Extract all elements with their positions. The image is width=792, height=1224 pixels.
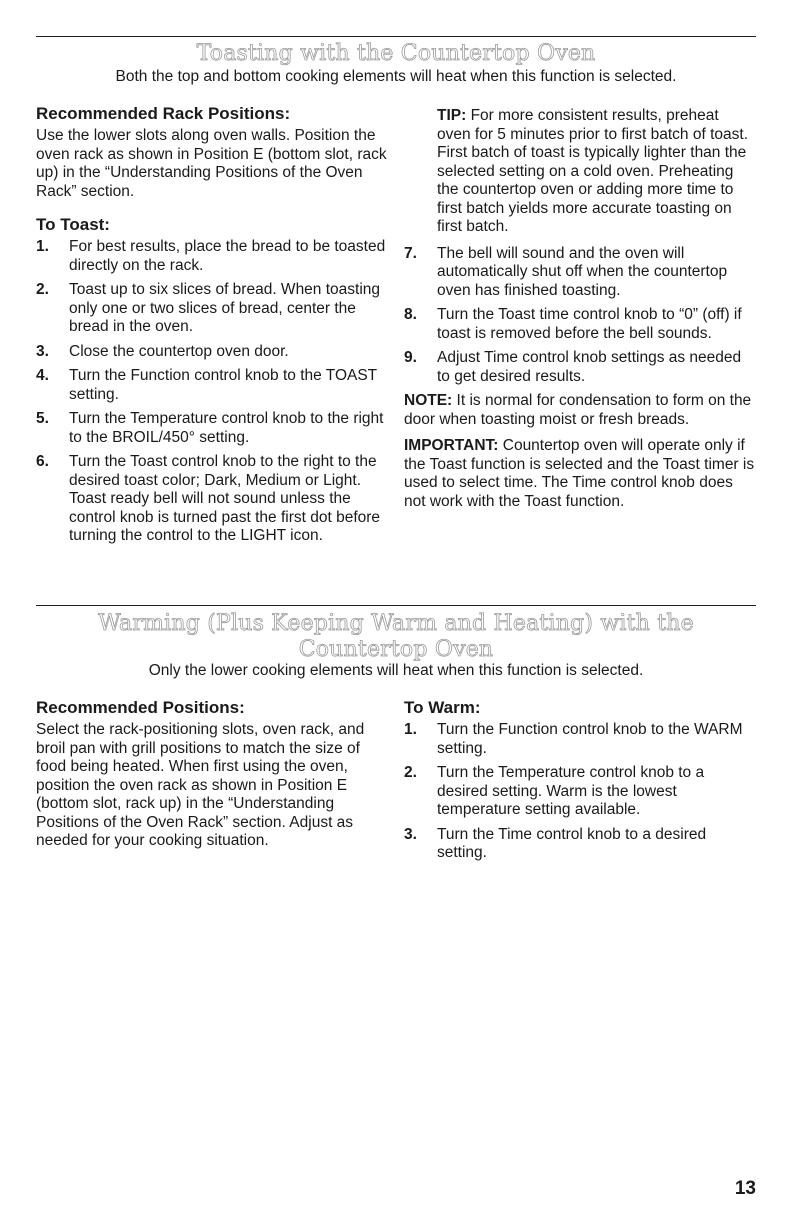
tip-text: For more consistent results, preheat oven for 5 minutes prior to first batch of toast. First batch of toast is typically lighter than the selected setting on a cold oven. Preheating the countertop oven or adding more time to first batch yields more accurate toasting on first batch.: [437, 107, 749, 235]
step-text: Turn the Toast time control knob to “0” (off) if toast is removed before the bell sounds.: [437, 306, 742, 342]
to-warm-heading: To Warm:: [404, 698, 481, 717]
important-text: Countertop oven will operate only if the Toast function is selected and the Toast timer is used to select time. The Time control knob does not work with the Toast function.: [404, 437, 755, 510]
tip-label: TIP:: [437, 107, 467, 124]
step-number: 4.: [36, 367, 49, 384]
step-number: 8.: [404, 306, 417, 323]
list-item: [404, 764, 756, 820]
right-column-toasting: [404, 107, 756, 511]
list-item: [36, 453, 392, 546]
list-item: [404, 721, 756, 758]
toast-steps-list-continued: [404, 245, 756, 387]
step-text: Close the countertop oven door.: [69, 342, 289, 360]
list-item: [36, 343, 392, 362]
step-text: Turn the Function control knob to the WARM setting.: [437, 721, 743, 757]
list-item: [404, 306, 756, 343]
list-item: [404, 826, 756, 863]
important-label: IMPORTANT:: [404, 437, 499, 454]
note-text: It is normal for condensation to form on the door when toasting moist or fresh breads.: [404, 392, 752, 428]
tip-paragraph: [404, 107, 756, 237]
top-divider: [36, 36, 756, 37]
step-number: 6.: [36, 453, 49, 470]
rack-positions-text: Use the lower slots along oven walls. Position the oven rack as shown in Position E (bottom slot, rack up) in the “Understanding Positions of the Oven Rack” section.: [36, 127, 387, 200]
list-item: [36, 367, 392, 404]
important-paragraph: [404, 437, 756, 511]
step-text: Adjust Time control knob settings as needed to get desired results.: [437, 349, 742, 385]
step-text: Turn the Time control knob to a desired setting.: [437, 825, 707, 861]
step-number: 7.: [404, 244, 417, 262]
step-text: Turn the Temperature control knob to a desired setting. Warm is the lowest temperature setting available.: [437, 764, 705, 818]
page-number: 13: [734, 1178, 756, 1199]
rack-positions-heading: Recommended Rack Positions:: [36, 104, 291, 123]
step-number: 3.: [36, 342, 49, 360]
step-number: 1.: [404, 721, 417, 738]
note-label: NOTE:: [404, 392, 453, 409]
step-number: 1.: [36, 238, 49, 255]
section-title-toasting: Toasting with the Countertop Oven: [196, 41, 596, 66]
step-number: 5.: [36, 410, 49, 427]
recommended-positions-text: Select the rack-positioning slots, oven rack, and broil pan with grill positions to match the size of food being heated. When first using the oven, position the oven rack as shown in Position E (bottom slot, rack up) in the “Understanding Positions of the Oven Rack” section. Adjust as needed for your cooking situation.: [36, 721, 365, 849]
step-number: 2.: [36, 281, 49, 298]
list-item: [36, 238, 392, 275]
step-text: Turn the Temperature control knob to the right to the BROIL/450° setting.: [69, 410, 384, 446]
step-number: 3.: [404, 825, 417, 843]
section-intro-warming: Only the lower cooking elements will heat when this function is selected.: [148, 662, 644, 679]
right-column-warming: [404, 698, 756, 869]
list-item: [36, 410, 392, 447]
section-intro-toasting: Both the top and bottom cooking elements will heat when this function is selected.: [115, 68, 677, 85]
left-column-toasting: [36, 104, 392, 552]
to-toast-heading: To Toast:: [36, 215, 110, 234]
step-number: 2.: [404, 764, 417, 781]
warm-steps-list: [404, 721, 756, 863]
section-title-warming: Warming (Plus Keeping Warm and Heating) with the Countertop Oven: [98, 611, 694, 662]
middle-divider: [36, 605, 756, 606]
toast-steps-list: [36, 238, 392, 546]
step-text: Toast up to six slices of bread. When toasting only one or two slices of bread, center the bread in the oven.: [69, 281, 381, 335]
step-text: The bell will sound and the oven will automatically shut off when the countertop oven has finished toasting.: [437, 244, 728, 299]
note-paragraph: [404, 392, 756, 429]
list-item: [36, 281, 392, 337]
list-item: [404, 245, 756, 301]
step-text: Turn the Function control knob to the TOAST setting.: [69, 367, 377, 403]
step-text: For best results, place the bread to be toasted directly on the rack.: [69, 238, 386, 274]
left-column-warming: [36, 698, 392, 851]
recommended-positions-heading: Recommended Positions:: [36, 698, 245, 717]
list-item: [404, 349, 756, 386]
step-text: Turn the Toast control knob to the right to the desired toast color; Dark, Medium or Light. Toast ready bell will not sound unless the control knob is turned past the first dot before turning the control to the LIGHT icon.: [69, 453, 381, 544]
step-number: 9.: [404, 349, 417, 366]
